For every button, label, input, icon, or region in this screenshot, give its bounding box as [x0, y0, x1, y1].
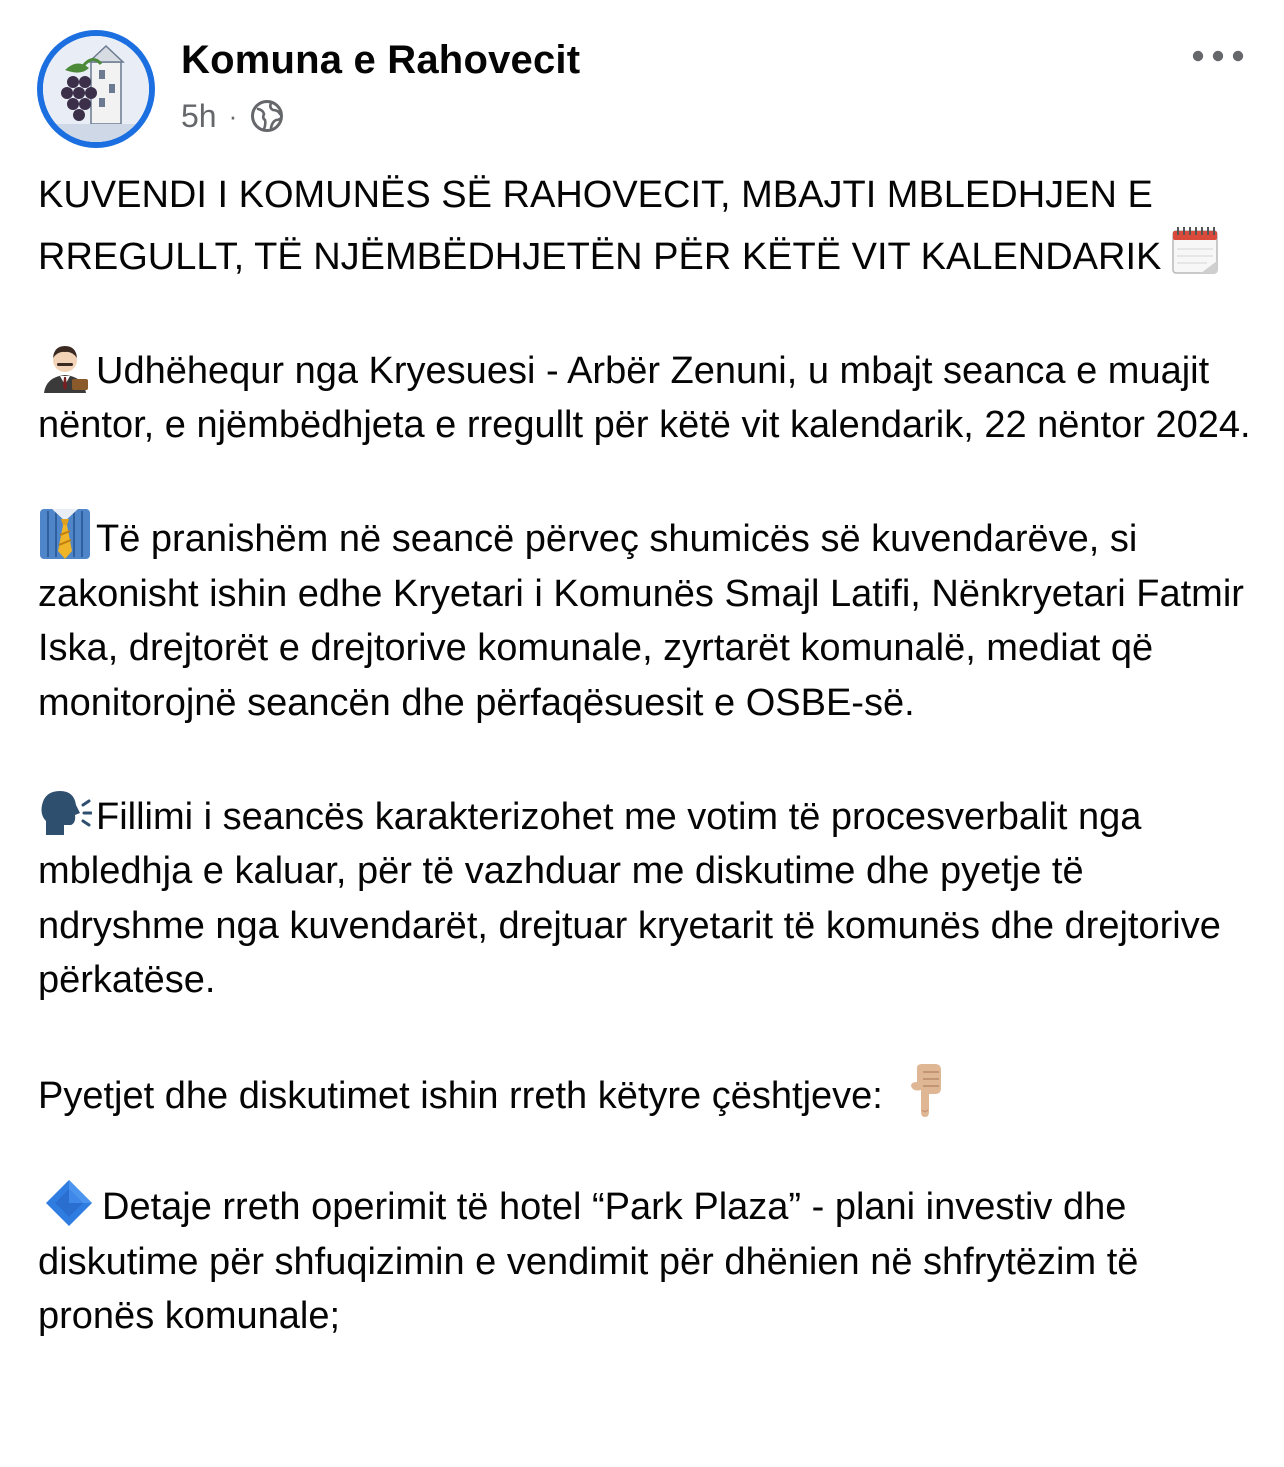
- post-title: [38, 168, 1258, 284]
- pointing-down-hand-icon: [899, 1062, 955, 1118]
- globe-icon[interactable]: [249, 98, 285, 134]
- blue-diamond-icon: [44, 1178, 94, 1228]
- page-avatar[interactable]: [37, 30, 155, 148]
- meta-separator: ·: [228, 100, 238, 131]
- post-timestamp[interactable]: 5h: [181, 97, 217, 134]
- paragraph-opening: [38, 785, 1258, 1008]
- topic-item: [38, 1178, 1258, 1344]
- necktie-icon: [38, 507, 92, 561]
- post-meta: [181, 96, 285, 136]
- paragraph-opening-text: Fillimi i seancës karakterizohet me votim të procesverbalit nga mbledhja e kaluar, për të vazhduar me diskutime dhe pyetje të ndryshme nga kuvendarët, drejtuar kryetarit të komunës dhe drejtorive përkatëse.: [38, 795, 1221, 1001]
- man-office-worker-icon: [38, 339, 92, 393]
- paragraph-topics-intro-text: Pyetjet dhe diskutimet ishin rreth këtyre çështjeve:: [38, 1075, 883, 1117]
- paragraph-topics-intro: [38, 1062, 1258, 1124]
- paragraph-attendees-text: Të pranishëm në seancë përveç shumicës së kuvendarëve, si zakonisht ishin edhe Kryetari i Komunës Smajl Latifi, Nënkryetari Fatmir Iska, drejtorët e drejtorive komunale, zyrtarët komunalë, mediat që monitorojnë seancën dhe përfaqësuesit e OSBE-së.: [38, 518, 1244, 724]
- municipality-logo-icon: [43, 36, 149, 142]
- calendar-icon: [1167, 223, 1223, 279]
- post-header: [0, 0, 1284, 160]
- paragraph-attendees: [38, 507, 1258, 730]
- speaking-head-icon: [38, 785, 92, 839]
- topic-item-text: Detaje rreth operimit të hotel “Park Plaza” - plani investiv dhe diskutime për shfuqizimin e vendimit për dhënien në shfrytëzim të pronës komunale;: [38, 1186, 1139, 1337]
- more-options-icon[interactable]: [1188, 38, 1248, 74]
- page-name[interactable]: Komuna e Rahovecit: [181, 38, 581, 82]
- paragraph-chair: [38, 339, 1258, 453]
- post-title-text: KUVENDI I KOMUNËS SË RAHOVECIT, MBAJTI MBLEDHJEN E RREGULLT, TË NJËMBËDHJETËN PËR KËTË VIT KALENDARIK: [38, 174, 1162, 278]
- post-body: [38, 168, 1258, 1398]
- paragraph-chair-text: Udhëhequr nga Kryesuesi - Arbër Zenuni, u mbajt seanca e muajit nëntor, e njëmbëdhjeta e rregullt për këtë vit kalendarik, 22 nëntor 2024.: [38, 349, 1251, 446]
